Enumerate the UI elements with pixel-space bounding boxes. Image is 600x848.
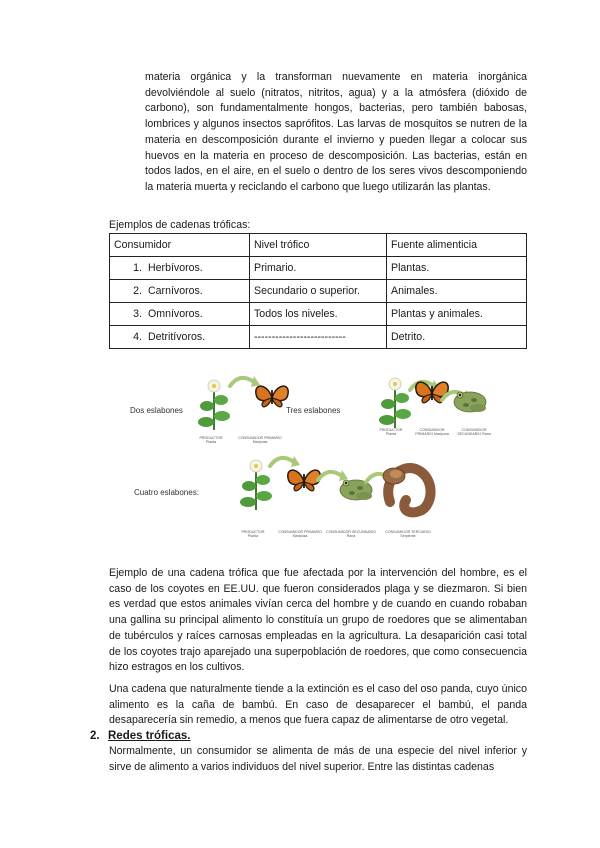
consumer-name: Omnívoros. — [148, 308, 203, 320]
caption-producer: PRODUCTOR Planta — [379, 428, 403, 436]
caption-producer: PRODUCTOR Planta — [199, 436, 223, 444]
level-cell: Todos los niveles. — [250, 303, 387, 326]
header-consumer: Consumidor — [110, 234, 250, 257]
plant-icon — [379, 378, 411, 428]
label-three-links: Tres eslabones — [286, 406, 341, 415]
table-caption: Ejemplos de cadenas tróficas: — [109, 219, 251, 231]
plant-icon — [198, 380, 230, 430]
consumer-name: Detritívoros. — [148, 331, 206, 343]
caption-primary: CONSUMIDOR PRIMARIO Mariposa — [238, 436, 282, 444]
level-cell: Secundario o superior. — [250, 280, 387, 303]
consumer-cell — [110, 257, 250, 280]
table-row — [110, 303, 527, 326]
caption-secondary: CONSUMIDOR SECUNDARIO Rana — [326, 530, 376, 538]
table-row — [110, 280, 527, 303]
source-cell: Animales. — [387, 280, 527, 303]
section-title: Redes tróficas. — [108, 730, 191, 742]
arrow-icon — [270, 456, 300, 467]
consumer-cell — [110, 326, 250, 349]
source-cell: Plantas y animales. — [387, 303, 527, 326]
caption-secondary: CONSUMIDOR SECUNDARIO Rana — [457, 428, 491, 436]
intro-paragraph: materia orgánica y la transforman nuevamente en materia inorgánica devolviéndole al suelo (nitratos, nitritos, agua) y a la atmósfera (dióxido de carbono), son fundamentalmente hongos, bacterias, pero también babosas, lombrices y algunos insectos saprófitos. Las larvas de mosquitos se nutren de la materia en descomposición durante el invierno y pueden llegar a colocar sus huevos en la materia en proceso de descomposición. Las bacterias, están en todos lados, en el aire, en el suelo o dentro de los seres vivos descomponiendo la materia muerta y reciclando el carbono que luego utilizarán las plantas. — [145, 71, 527, 193]
caption-primary: CONSUMIDOR PRIMARIO Mariposa — [415, 428, 449, 436]
paragraph-panda: Una cadena que naturalmente tiende a la extinción es el caso del oso panda, cuyo único alimento es la caña de bambú. En caso de desaparecer el bambú, el panda desaparecería sin remedio, a menos que fuera capaz de alimentarse de otro vegetal. — [109, 683, 527, 727]
table-row — [110, 326, 527, 349]
arrow-icon — [318, 470, 348, 481]
consumer-cell — [110, 280, 250, 303]
trophic-chain-table — [109, 233, 527, 349]
row-number: 1. — [133, 262, 142, 274]
source-cell: Detrito. — [387, 326, 527, 349]
paragraph-redes: Normalmente, un consumidor se alimenta de más de una especie del nivel inferior y sirve de alimento a varios individuos del nivel superior. Entre las distintas cadenas — [109, 745, 527, 773]
row-number: 4. — [133, 331, 142, 343]
section-number: 2. — [90, 730, 100, 742]
table-header-row — [110, 234, 527, 257]
snake-icon — [383, 468, 431, 512]
table-row — [110, 257, 527, 280]
caption-producer: PRODUCTOR Planta — [241, 530, 265, 538]
butterfly-icon — [256, 386, 288, 407]
row-number: 2. — [133, 285, 142, 297]
caption-tertiary: CONSUMIDOR TERCIARIO Serpiente — [385, 530, 431, 538]
caption-primary: CONSUMIDOR PRIMARIO Mariposa — [278, 530, 322, 538]
paragraph-coyotes: Ejemplo de una cadena trófica que fue afectada por la intervención del hombre, es el caso de los coyotes en EE.UU. que fueron considerados plaga y se diezmaron. Si bien es verdad que estos animales vivían cerca del hombre y de cuando en cuando robaban una gallina su principal alimento lo constituía un grupo de roedores que se alimentaban de tubérculos y raíces carnosas empleadas en la agricultura. La desaparición casi total de los coyotes trajo aparejado una superpoblación de roedores, que como consecuencia hizo estragos en los cultivos. — [109, 567, 527, 674]
consumer-cell — [110, 303, 250, 326]
butterfly-icon — [288, 470, 320, 491]
arrow-icon — [230, 376, 260, 387]
label-four-links: Cuatro eslabones: — [134, 488, 199, 497]
label-two-links: Dos eslabones — [130, 406, 183, 415]
consumer-name: Carnívoros. — [148, 285, 203, 297]
header-source: Fuente alimenticia — [387, 234, 527, 257]
plant-icon — [240, 460, 272, 510]
consumer-name: Herbívoros. — [148, 262, 203, 274]
header-level: Nivel trófico — [250, 234, 387, 257]
level-cell: Primario. — [250, 257, 387, 280]
food-chain-figure — [120, 362, 500, 562]
row-number: 3. — [133, 308, 142, 320]
level-cell: -------------------------- — [250, 326, 387, 349]
source-cell: Plantas. — [387, 257, 527, 280]
frog-icon — [454, 392, 486, 412]
section-heading — [90, 730, 190, 742]
